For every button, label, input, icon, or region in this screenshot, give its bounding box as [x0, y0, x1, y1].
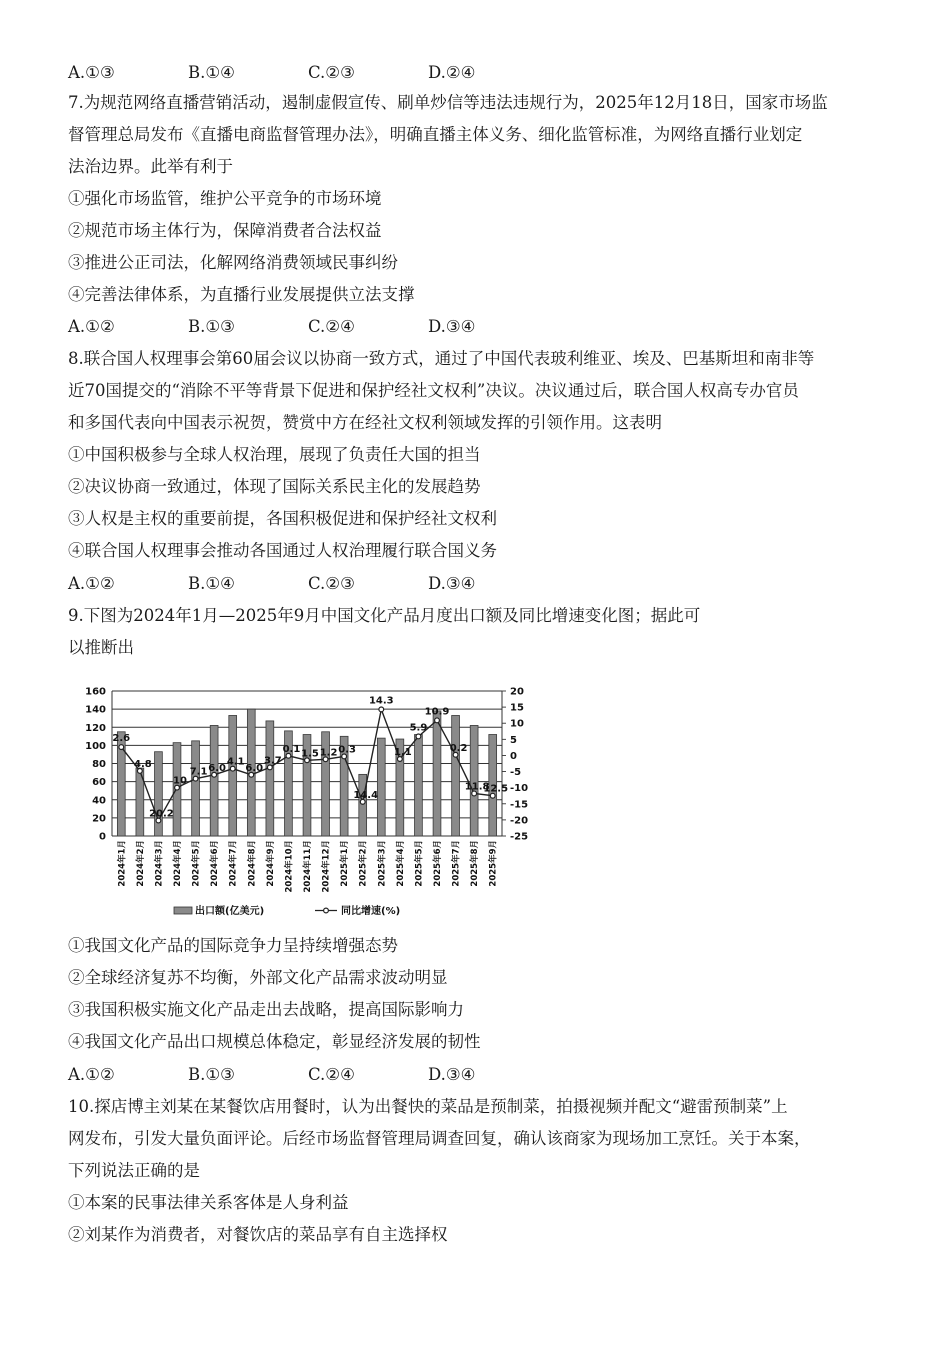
growth-data-label: 4.1	[226, 756, 245, 768]
category-label: 2025年1月	[340, 840, 351, 887]
left-tick-label: 160	[85, 686, 106, 698]
export-bar	[266, 721, 274, 836]
right-tick-label: 0	[510, 750, 517, 762]
q10-item-2: ②刘某作为消费者，对餐饮店的菜品享有自主选择权	[68, 1225, 448, 1244]
q8-option-c[interactable]: C.②③	[308, 574, 355, 593]
q8-option-d[interactable]: D.③④	[428, 574, 476, 593]
growth-point	[435, 718, 440, 723]
category-label: 2025年3月	[377, 840, 388, 887]
right-tick-label: -20	[510, 815, 529, 827]
export-bar	[415, 735, 423, 837]
growth-data-label: 7.1	[189, 766, 208, 778]
q9-item-2: ②全球经济复苏不均衡，外部文化产品需求波动明显	[68, 968, 448, 987]
growth-data-label: 1.1	[393, 746, 412, 758]
q8-option-a[interactable]: A.①②	[68, 574, 115, 593]
q7-item-3: ③推进公正司法，化解网络消费领域民事纠纷	[68, 253, 398, 272]
q8-stem-line-2: 近70国提交的“消除不平等背景下促进和保护经社文权利”决议。决议通过后，联合国人权高专办官员	[68, 381, 799, 400]
growth-data-label: 2.6	[112, 733, 131, 745]
right-tick-label: -10	[510, 783, 529, 795]
legend-line-marker	[324, 908, 329, 913]
q9-option-d[interactable]: D.③④	[428, 1065, 476, 1084]
category-label: 2024年9月	[265, 840, 276, 887]
q9-option-c[interactable]: C.②④	[308, 1065, 355, 1084]
growth-point	[379, 707, 384, 712]
q7-option-b[interactable]: B.①③	[188, 317, 235, 336]
q8-option-b[interactable]: B.①④	[188, 574, 235, 593]
q10-item-1: ①本案的民事法律关系客体是人身利益	[68, 1193, 349, 1212]
q9-option-b[interactable]: B.①③	[188, 1065, 235, 1084]
q10-stem-line-1: 10.探店博主刘某在某餐饮店用餐时，认为出餐快的菜品是预制菜，拍摄视频并配文“避雷预制菜”上	[68, 1097, 788, 1116]
q7-item-1: ①强化市场监管，维护公平竞争的市场环境	[68, 189, 382, 208]
growth-data-label: 10	[173, 775, 187, 787]
q8-stem-line-1: 8.联合国人权理事会第60届会议以协商一致方式，通过了中国代表玻利维亚、埃及、巴基斯坦和南非等	[68, 349, 815, 368]
q8-item-3: ③人权是主权的重要前提，各国积极促进和保护经社文权利	[68, 509, 497, 528]
export-bar	[433, 711, 441, 836]
q9-options	[68, 1064, 668, 1086]
growth-data-label: 4.8	[133, 758, 152, 770]
growth-point	[119, 745, 124, 750]
q7-stem-line-2: 督管理总局发布《直播电商监督管理办法》，明确直播主体义务、细化监管标准，为网络直播行业划定	[68, 125, 803, 144]
category-label: 2024年11月	[303, 840, 313, 893]
left-tick-label: 40	[92, 795, 106, 807]
chart-legend	[174, 904, 400, 917]
q7-option-d[interactable]: D.③④	[428, 317, 476, 336]
right-tick-label: 15	[510, 702, 524, 714]
category-label: 2024年6月	[210, 840, 221, 887]
growth-data-label: 11.8	[464, 781, 490, 793]
left-tick-label: 20	[92, 813, 106, 825]
export-bar	[377, 738, 385, 836]
category-label: 2024年7月	[228, 840, 239, 887]
growth-data-label: 1.2	[319, 747, 338, 759]
q10-stem-line-3: 下列说法正确的是	[68, 1161, 200, 1180]
right-tick-label: -25	[510, 831, 529, 843]
growth-data-label: 0.1	[282, 743, 301, 755]
growth-data-label: 10.9	[424, 706, 450, 718]
export-bar	[359, 774, 367, 836]
category-label: 2025年7月	[451, 840, 462, 887]
growth-point	[416, 734, 421, 739]
export-bar	[192, 741, 200, 836]
right-tick-label: 20	[510, 686, 524, 698]
q9-option-a[interactable]: A.①②	[68, 1065, 115, 1084]
left-tick-label: 100	[85, 740, 106, 752]
q7-options	[68, 316, 668, 338]
right-tick-label: -5	[510, 767, 522, 779]
left-tick-label: 120	[85, 722, 106, 734]
q9-stem-line-2: 以推断出	[68, 638, 134, 657]
q9-item-3: ③我国积极实施文化产品走出去战略，提高国际影响力	[68, 1000, 464, 1019]
left-tick-label: 60	[92, 777, 106, 789]
q8-item-2: ②决议协商一致通过，体现了国际关系民主化的发展趋势	[68, 477, 481, 496]
category-label: 2025年5月	[414, 840, 425, 887]
q7-stem-line-1: 7.为规范网络直播营销活动，遏制虚假宣传、刷单炒信等违法违规行为，2025年12月18日，国家市场监	[68, 93, 828, 112]
q8-item-4: ④联合国人权理事会推动各国通过人权治理履行联合国义务	[68, 541, 497, 560]
category-label: 2025年6月	[433, 840, 443, 887]
growth-data-label: 3.7	[263, 755, 282, 767]
right-tick-label: 10	[510, 718, 524, 730]
q6-option-c[interactable]: C.②③	[308, 63, 355, 82]
right-tick-label: -15	[510, 799, 529, 811]
q6-option-b[interactable]: B.①④	[188, 63, 235, 82]
growth-data-label: 0.2	[449, 742, 468, 754]
right-tick-label: 5	[510, 734, 517, 746]
category-label: 2024年12月	[321, 840, 332, 893]
growth-data-label: 5.9	[409, 722, 428, 734]
growth-data-label: 6.0	[208, 762, 227, 774]
q10-stem-line-2: 网发布，引发大量负面评论。后经市场监督管理局调查回复，确认该商家为现场加工烹饪。关于本案，	[68, 1129, 811, 1148]
category-label: 2024年3月	[154, 840, 165, 887]
chart-bars	[117, 709, 496, 836]
q7-item-2: ②规范市场主体行为，保障消费者合法权益	[68, 221, 382, 240]
export-bar	[452, 715, 460, 836]
export-bar	[229, 715, 237, 836]
growth-data-label: 20.2	[149, 808, 174, 820]
q9-stem-line-1: 9.下图为2024年1月—2025年9月中国文化产品月度出口额及同比增速变化图；据此可	[68, 606, 701, 625]
q8-item-1: ①中国积极参与全球人权治理，展现了负责任大国的担当	[68, 445, 481, 464]
q6-options	[68, 62, 668, 84]
category-label: 2025年9月	[488, 840, 499, 887]
category-label: 2024年8月	[247, 840, 258, 887]
q6-option-d[interactable]: D.②④	[428, 63, 476, 82]
q8-options	[68, 573, 668, 595]
q7-option-c[interactable]: C.②④	[308, 317, 355, 336]
q9-item-1: ①我国文化产品的国际竞争力呈持续增强态势	[68, 936, 398, 955]
q7-option-a[interactable]: A.①②	[68, 317, 115, 336]
growth-data-label: 14.4	[353, 789, 379, 801]
category-label: 2025年8月	[470, 840, 481, 887]
growth-data-label: 12.5	[483, 783, 509, 795]
legend-bar-label: 出口额(亿美元)	[195, 906, 265, 917]
export-chart	[62, 676, 552, 921]
q7-stem-line-3: 法治边界。此举有利于	[68, 157, 233, 176]
legend-line-label: 同比增速(%)	[341, 906, 401, 917]
category-label: 2024年1月	[117, 840, 128, 887]
category-label: 2024年10月	[284, 840, 295, 893]
category-label: 2024年2月	[135, 840, 146, 887]
legend-bar-swatch	[174, 907, 192, 914]
growth-data-label: 14.3	[368, 695, 394, 707]
left-tick-label: 0	[99, 831, 106, 843]
category-label: 2025年2月	[358, 840, 369, 887]
category-label: 2025年4月	[395, 840, 406, 887]
growth-data-label: 0.3	[338, 744, 357, 756]
growth-data-label: 6.0	[245, 762, 264, 774]
category-label: 2024年4月	[173, 840, 183, 887]
q9-item-4: ④我国文化产品出口规模总体稳定，彰显经济发展的韧性	[68, 1032, 481, 1051]
left-tick-label: 80	[92, 759, 106, 770]
q7-item-4: ④完善法律体系，为直播行业发展提供立法支撑	[68, 285, 415, 304]
export-bar	[210, 725, 218, 836]
q6-option-a[interactable]: A.①③	[68, 63, 115, 82]
q8-stem-line-3: 和多国代表向中国表示祝贺，赞赏中方在经社文权利领域发挥的引领作用。这表明	[68, 413, 662, 432]
growth-data-label: 1.5	[301, 748, 319, 760]
left-tick-label: 140	[85, 704, 106, 716]
category-label: 2024年5月	[191, 840, 202, 887]
